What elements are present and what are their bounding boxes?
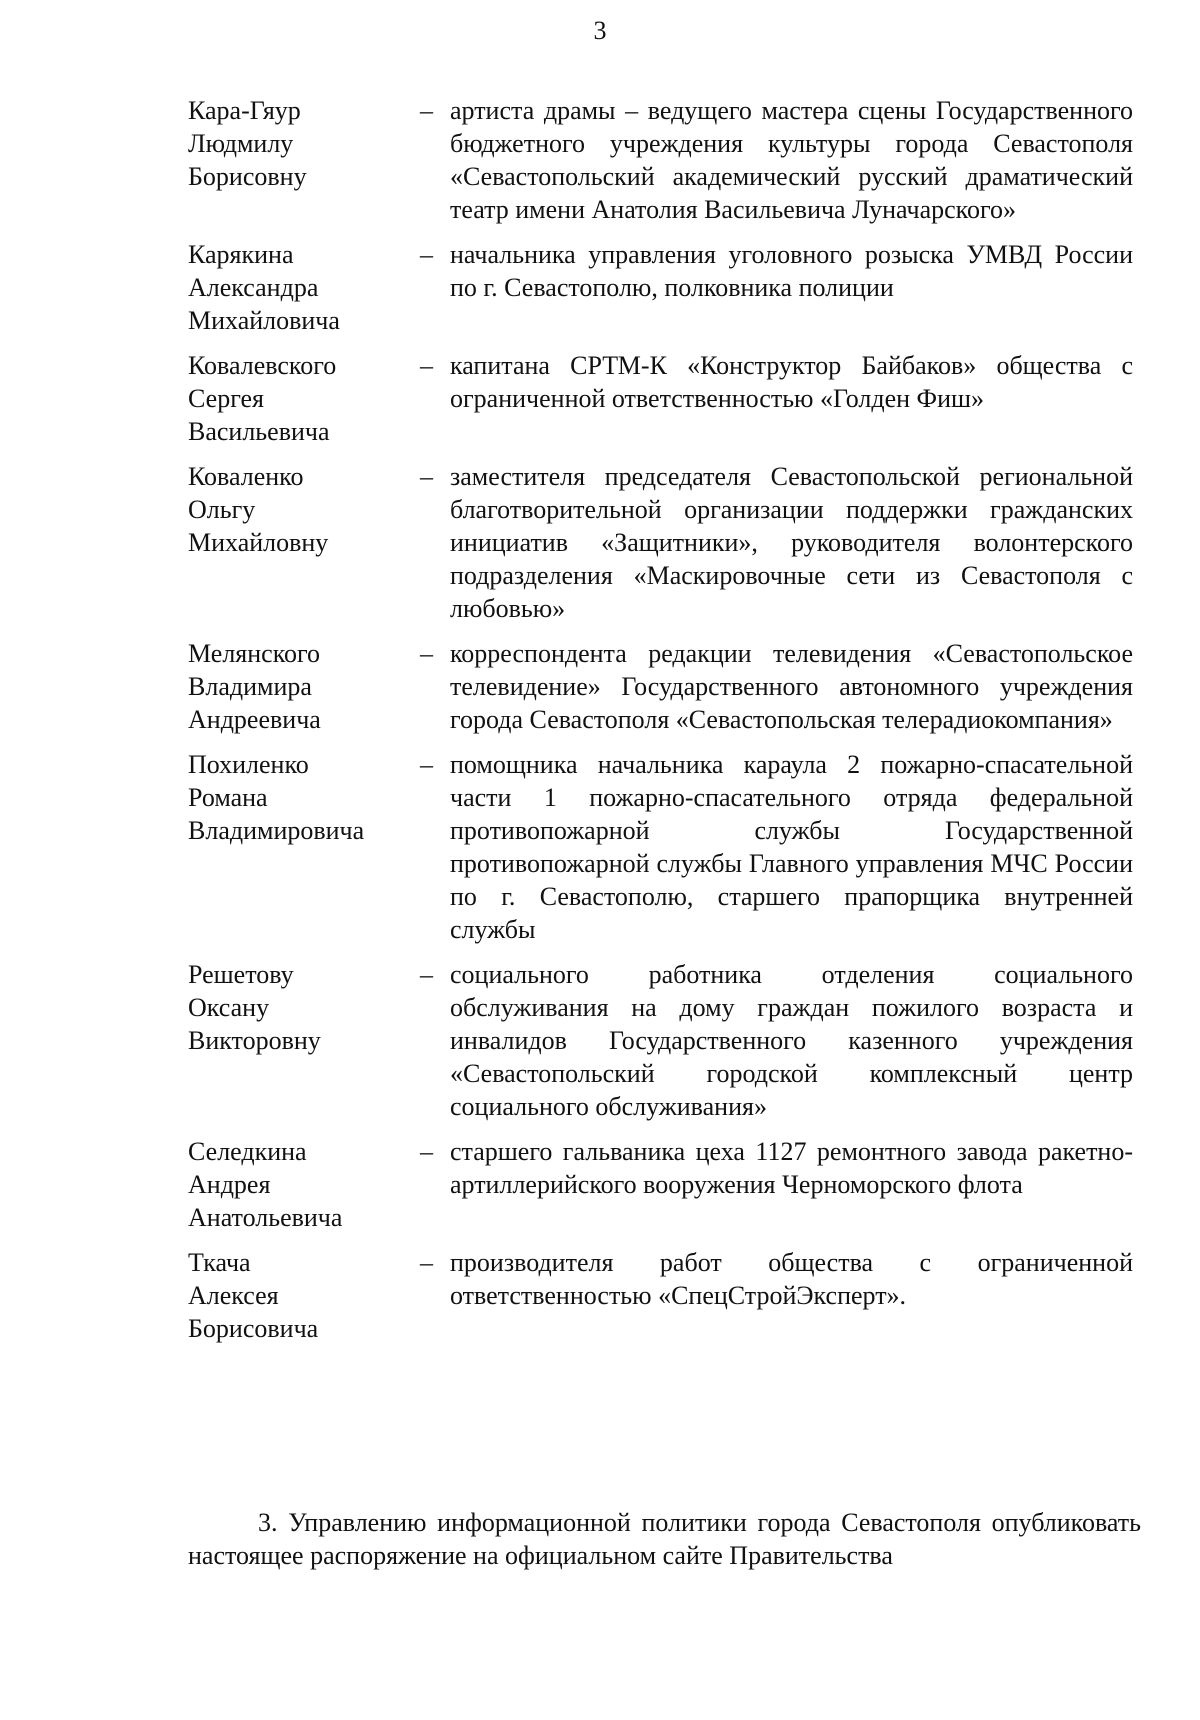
page-number: 3 [593, 16, 607, 45]
awardee-position: артиста драмы – ведущего мастера сцены Государственного бюджетного учреждения культуры города Севастополя «Севастопольский академический русский драматический театр имени Анатолия Васильевича Луначарского» [450, 96, 1133, 224]
dash: – [420, 639, 433, 668]
awardee-position: заместителя председателя Севастопольской региональной благотворительной организации поддержки гражданских инициатив «Защитники», руководителя волонтерского подразделения «Маскировочные сети из Севастополя с любовью» [450, 462, 1133, 623]
surname: Ткача [188, 1248, 251, 1277]
surname: Кара-Гяур [188, 96, 301, 125]
awardee-name [188, 94, 418, 193]
surname: Решетову [188, 960, 294, 989]
list-item [188, 748, 1133, 946]
first-name: Романа [188, 783, 268, 812]
list-item [188, 1246, 1133, 1345]
patronymic: Андреевича [188, 705, 321, 734]
surname: Мелянского [188, 639, 321, 668]
patronymic: Борисовича [188, 1314, 319, 1343]
awardee-list [188, 94, 1133, 1357]
list-item [188, 238, 1133, 337]
first-name: Сергея [188, 384, 265, 413]
surname: Похиленко [188, 750, 309, 779]
awardee-position: капитана СРТМ-К «Конструктор Байбаков» общества с ограниченной ответственностью «Голден Фиш» [450, 351, 1133, 413]
patronymic: Викторовну [188, 1026, 321, 1055]
awardee-name [188, 460, 418, 559]
first-name: Оксану [188, 993, 270, 1022]
dash: – [420, 1248, 433, 1277]
awardee-position: производителя работ общества с ограниченной ответственностью «СпецСтройЭксперт». [450, 1248, 1133, 1310]
surname: Коваленко [188, 462, 304, 491]
paragraph-3: 3. Управлению информационной политики города Севастополя опубликовать настоящее распоряжение на официальном сайте Правительства [188, 1508, 1141, 1570]
dash: – [420, 462, 433, 491]
patronymic: Борисовну [188, 162, 307, 191]
patronymic: Михайловича [188, 306, 340, 335]
awardee-position: старшего гальваника цеха 1127 ремонтного завода ракетно-артиллерийского вооружения Черноморского флота [450, 1137, 1133, 1199]
list-item [188, 958, 1133, 1123]
dash: – [420, 960, 433, 989]
awardee-position: корреспондента редакции телевидения «Севастопольское телевидение» Государственного автономного учреждения города Севастополя «Севастопольская телерадиокомпания» [450, 639, 1133, 734]
awardee-name [188, 238, 418, 337]
surname: Селедкина [188, 1137, 307, 1166]
awardee-name [188, 349, 418, 448]
first-name: Людмилу [188, 129, 294, 158]
first-name: Владимира [188, 672, 312, 701]
first-name: Ольгу [188, 495, 256, 524]
list-item [188, 94, 1133, 226]
awardee-name [188, 748, 418, 847]
dash: – [420, 351, 433, 380]
dash: – [420, 96, 433, 125]
awardee-position: помощника начальника караула 2 пожарно-спасательной части 1 пожарно-спасательного отряда федеральной противопожарной службы Государственной противопожарной службы Главного управления МЧС России по г. Севастополю, старшего прапорщика внутренней службы [450, 750, 1133, 944]
list-item [188, 1135, 1133, 1234]
awardee-name [188, 958, 418, 1057]
list-item [188, 460, 1133, 625]
first-name: Андрея [188, 1170, 271, 1199]
first-name: Алексея [188, 1281, 279, 1310]
first-name: Александра [188, 273, 319, 302]
dash: – [420, 240, 433, 269]
patronymic: Васильевича [188, 417, 330, 446]
list-item [188, 637, 1133, 736]
patronymic: Владимировича [188, 816, 365, 845]
awardee-position: социального работника отделения социального обслуживания на дому граждан пожилого возраста и инвалидов Государственного казенного учреждения «Севастопольский городской комплексный центр социального обслуживания» [450, 960, 1133, 1121]
surname: Ковалевского [188, 351, 337, 380]
awardee-position: начальника управления уголовного розыска УМВД России по г. Севастополю, полковника полиции [450, 240, 1133, 302]
patronymic: Михайловну [188, 528, 329, 557]
dash: – [420, 750, 433, 779]
awardee-name [188, 1135, 418, 1234]
patronymic: Анатольевича [188, 1203, 343, 1232]
awardee-name [188, 637, 418, 736]
surname: Карякина [188, 240, 294, 269]
dash: – [420, 1137, 433, 1166]
awardee-name [188, 1246, 418, 1345]
list-item [188, 349, 1133, 448]
